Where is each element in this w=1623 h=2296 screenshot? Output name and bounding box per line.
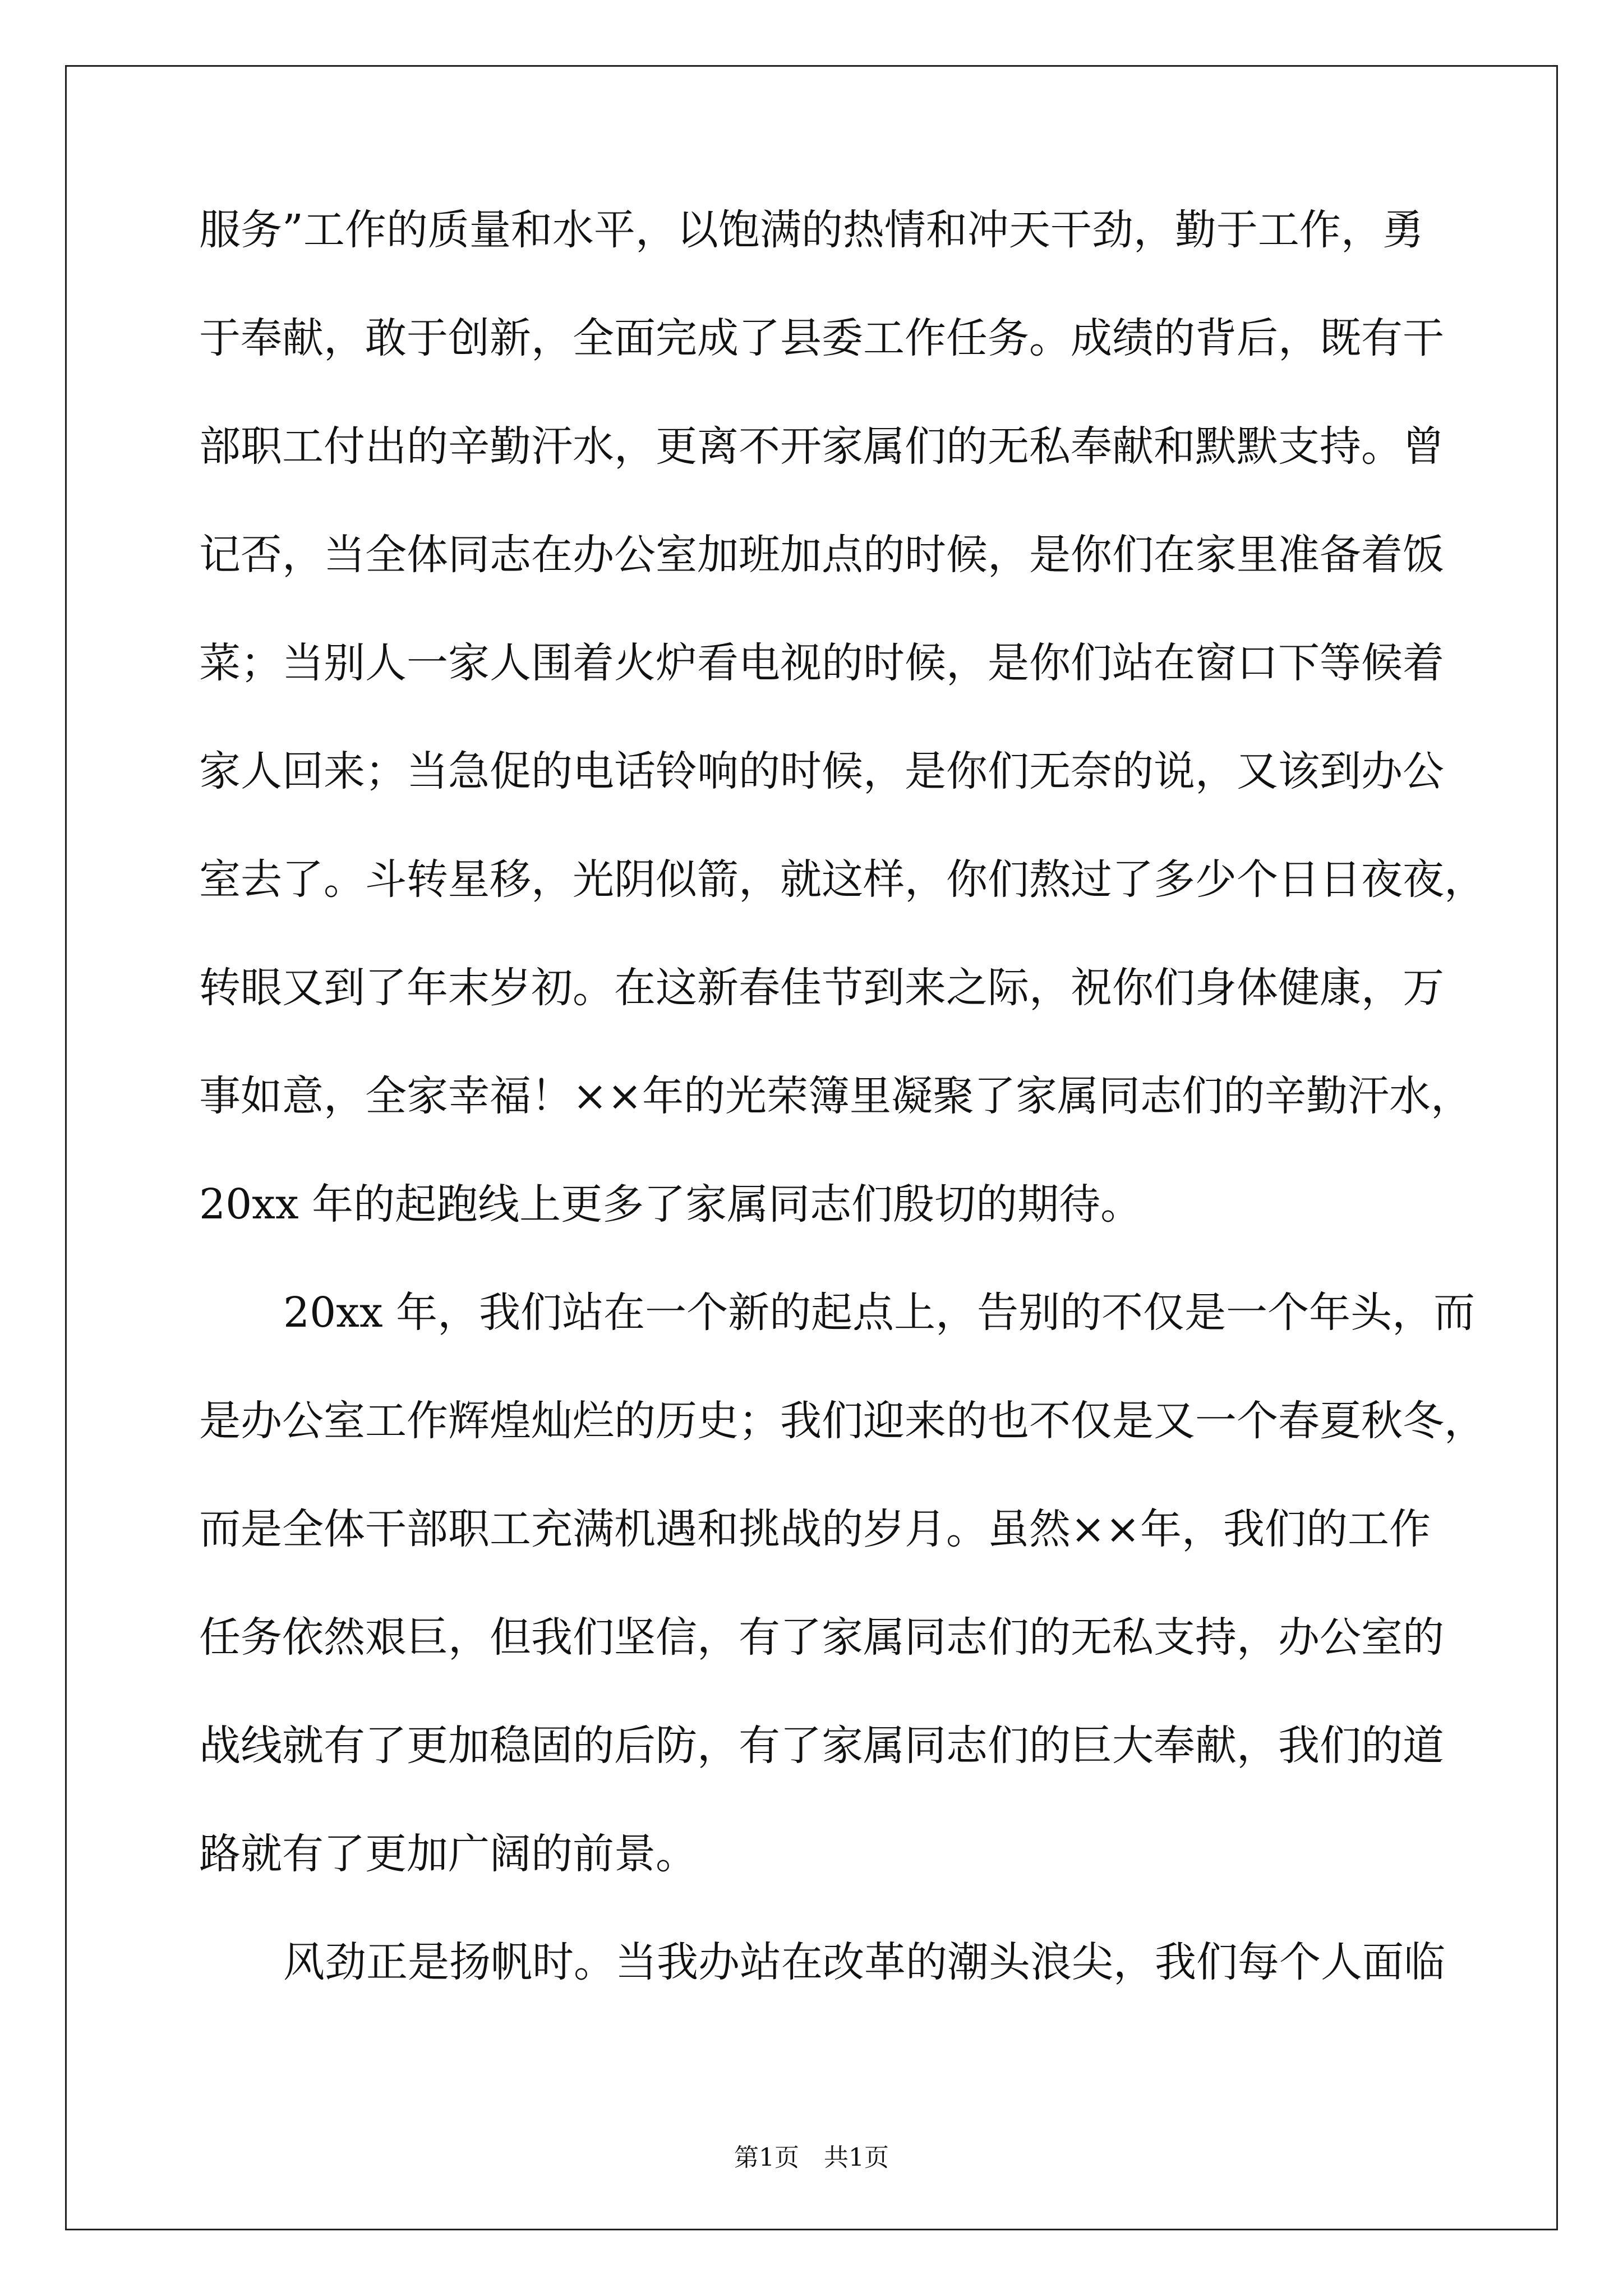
text-line: 而是全体干部职工充满机遇和挑战的岁月。虽然××年，我们的工作 [199,1505,1431,1553]
text-line: 20xx 年的起跑线上更多了家属同志们殷切的期待。 [199,1180,1142,1228]
paragraph-start-line: 风劲正是扬帆时。当我办站在改革的潮头浪尖，我们每个人面临 [283,1938,1445,1986]
text-line: 转眼又到了年末岁初。在这新春佳节到来之际，祝你们身体健康，万 [199,964,1444,1012]
paragraph-start-line: 20xx 年，我们站在一个新的起点上，告别的不仅是一个年头，而 [283,1289,1476,1337]
page-number-footer: 第1页 共1页 [734,2143,889,2172]
text-line: 是办公室工作辉煌灿烂的历史；我们迎来的也不仅是又一个春夏秋冬， [199,1397,1486,1445]
text-line: 菜；当别人一家人围着火炉看电视的时候，是你们站在窗口下等候着 [199,639,1444,687]
text-line: 服务”工作的质量和水平，以饱满的热情和冲天干劲，勤于工作，勇 [199,206,1424,254]
text-line: 部职工付出的辛勤汗水，更离不开家属们的无私奉献和默默支持。曾 [199,422,1444,471]
text-line: 室去了。斗转星移，光阴似箭，就这样，你们熬过了多少个日日夜夜， [199,855,1486,904]
text-line: 战线就有了更加稳固的后防，有了家属同志们的巨大奉献，我们的道 [199,1722,1444,1770]
text-line: 家人回来；当急促的电话铃响的时候，是你们无奈的说，又该到办公 [199,747,1444,795]
text-line: 任务依然艰巨，但我们坚信，有了家属同志们的无私支持，办公室的 [199,1613,1444,1662]
text-line: 记否，当全体同志在办公室加班加点的时候，是你们在家里准备着饭 [199,531,1444,579]
text-line: 路就有了更加广阔的前景。 [199,1830,697,1878]
document-body [199,206,1486,2048]
text-line: 事如意，全家幸福！××年的光荣簿里凝聚了家属同志们的辛勤汗水， [199,1072,1473,1120]
text-line: 于奉献，敢于创新，全面完成了县委工作任务。成绩的背后，既有干 [199,314,1444,362]
